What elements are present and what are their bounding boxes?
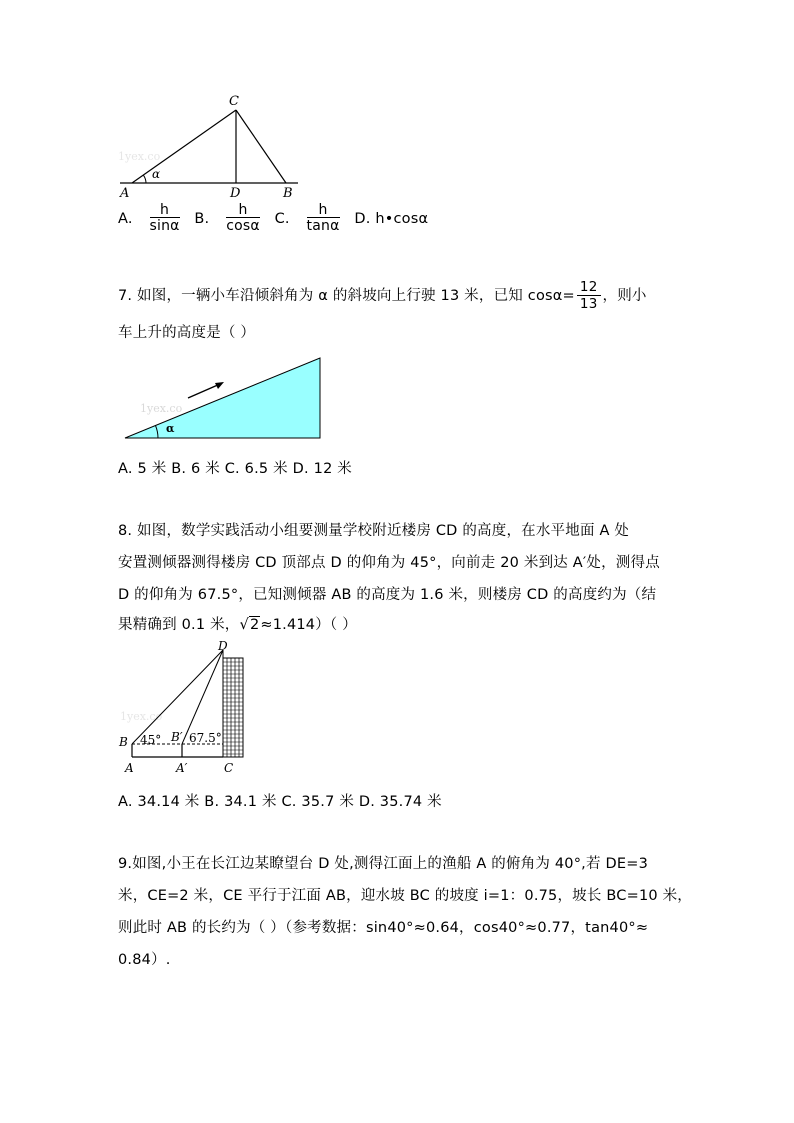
q7-frac-num: 12	[579, 279, 598, 295]
q8-label-d: D	[218, 639, 228, 653]
q8-angle-45: 45°	[140, 733, 162, 747]
q6-option-b-fraction	[226, 203, 260, 234]
q6-option-a-den: sinα	[149, 218, 180, 234]
q6-option-a-num: h	[160, 202, 170, 218]
q8-label-a: A	[125, 761, 134, 775]
q6-option-a-fraction	[150, 203, 180, 234]
q7-line-1	[118, 280, 647, 312]
q8-watermark: 1yex.co	[120, 710, 163, 723]
q8-line-3: D 的仰角为 67.5°，已知测倾器 AB 的高度为 1.6 米，则楼房 CD 的高度约为（结	[118, 587, 657, 603]
q6-label-c: C	[229, 94, 239, 109]
q8-line-4-post: ≈1.414）（ ）	[260, 617, 357, 633]
q8-label-a2: A′	[176, 761, 188, 775]
q7-direction-arrow	[188, 384, 220, 398]
q8-angle-67: 67.5°	[189, 731, 222, 745]
q6-label-b: B	[283, 186, 293, 200]
q8-label-c: C	[224, 761, 234, 775]
q8-line-4-pre: 果精确到 0.1 米，	[118, 617, 240, 633]
q7-cos-fraction	[577, 280, 601, 312]
q6-watermark: 1yex.co	[118, 150, 161, 163]
q8-label-b2: B′	[171, 730, 183, 744]
q8-sqrt-arg: 2	[249, 617, 260, 633]
q6-triangle-figure	[110, 90, 310, 200]
q8-label-b: B	[119, 735, 128, 749]
q6-option-c-fraction	[307, 203, 340, 234]
q9-line-3: 则此时 AB 的长约为（ ）（参考数据：sin40°≈0.64，cos40°≈0.77，tan40°≈	[118, 920, 649, 936]
q6-option-c-den: tanα	[306, 218, 340, 234]
q8-building-figure	[112, 638, 252, 778]
q7-slope-figure	[120, 352, 330, 444]
q8-line-4	[118, 613, 357, 634]
q6-options	[118, 203, 428, 234]
q7-line-1-post: ，则小	[602, 288, 647, 304]
q8-building	[223, 658, 243, 757]
q6-option-a-letter: A.	[118, 210, 133, 227]
q6-label-alpha: α	[152, 167, 161, 181]
q9-line-1: 9.如图,小王在长江边某瞭望台 D 处,测得江面上的渔船 A 的俯角为 40°,若 DE=3	[118, 856, 649, 872]
q6-label-d: D	[230, 186, 241, 200]
q8-sqrt: √2	[239, 617, 260, 633]
q9-line-2: 米，CE=2 米，CE 平行于江面 AB，迎水坡 BC 的坡度 i=1：0.75，坡长 BC=10 米，	[118, 888, 693, 904]
q6-option-b-letter: B.	[194, 210, 210, 227]
q6-option-c-num: h	[318, 202, 328, 218]
q7-slope-triangle	[125, 358, 320, 438]
q6-option-d: D. h•cosα	[354, 210, 429, 227]
q7-watermark: 1yex.co	[140, 402, 183, 415]
q8-line-2: 安置测倾器测得楼房 CD 顶部点 D 的仰角为 45°，向前走 20 米到达 A′处，测得点	[118, 555, 660, 571]
q9-line-4: 0.84）.	[118, 952, 171, 968]
q6-option-b-den: cosα	[226, 218, 260, 234]
q7-line-2: 车上升的高度是（ ）	[118, 325, 256, 341]
q7-frac-den: 13	[577, 295, 601, 312]
q8-options: A. 34.14 米 B. 34.1 米 C. 35.7 米 D. 35.74 米	[118, 794, 442, 810]
q6-label-a: A	[120, 186, 130, 200]
q6-option-c-letter: C.	[274, 210, 290, 227]
q8-line-1: 8. 如图，数学实践活动小组要测量学校附近楼房 CD 的高度，在水平地面 A 处	[118, 523, 630, 539]
q7-label-alpha: α	[166, 422, 175, 435]
q6-option-b-num: h	[238, 202, 248, 218]
q7-options: A. 5 米 B. 6 米 C. 6.5 米 D. 12 米	[118, 461, 352, 477]
q7-line-1-pre: 7. 如图，一辆小车沿倾斜角为 α 的斜坡向上行驶 13 米，已知 cosα=	[118, 288, 575, 304]
